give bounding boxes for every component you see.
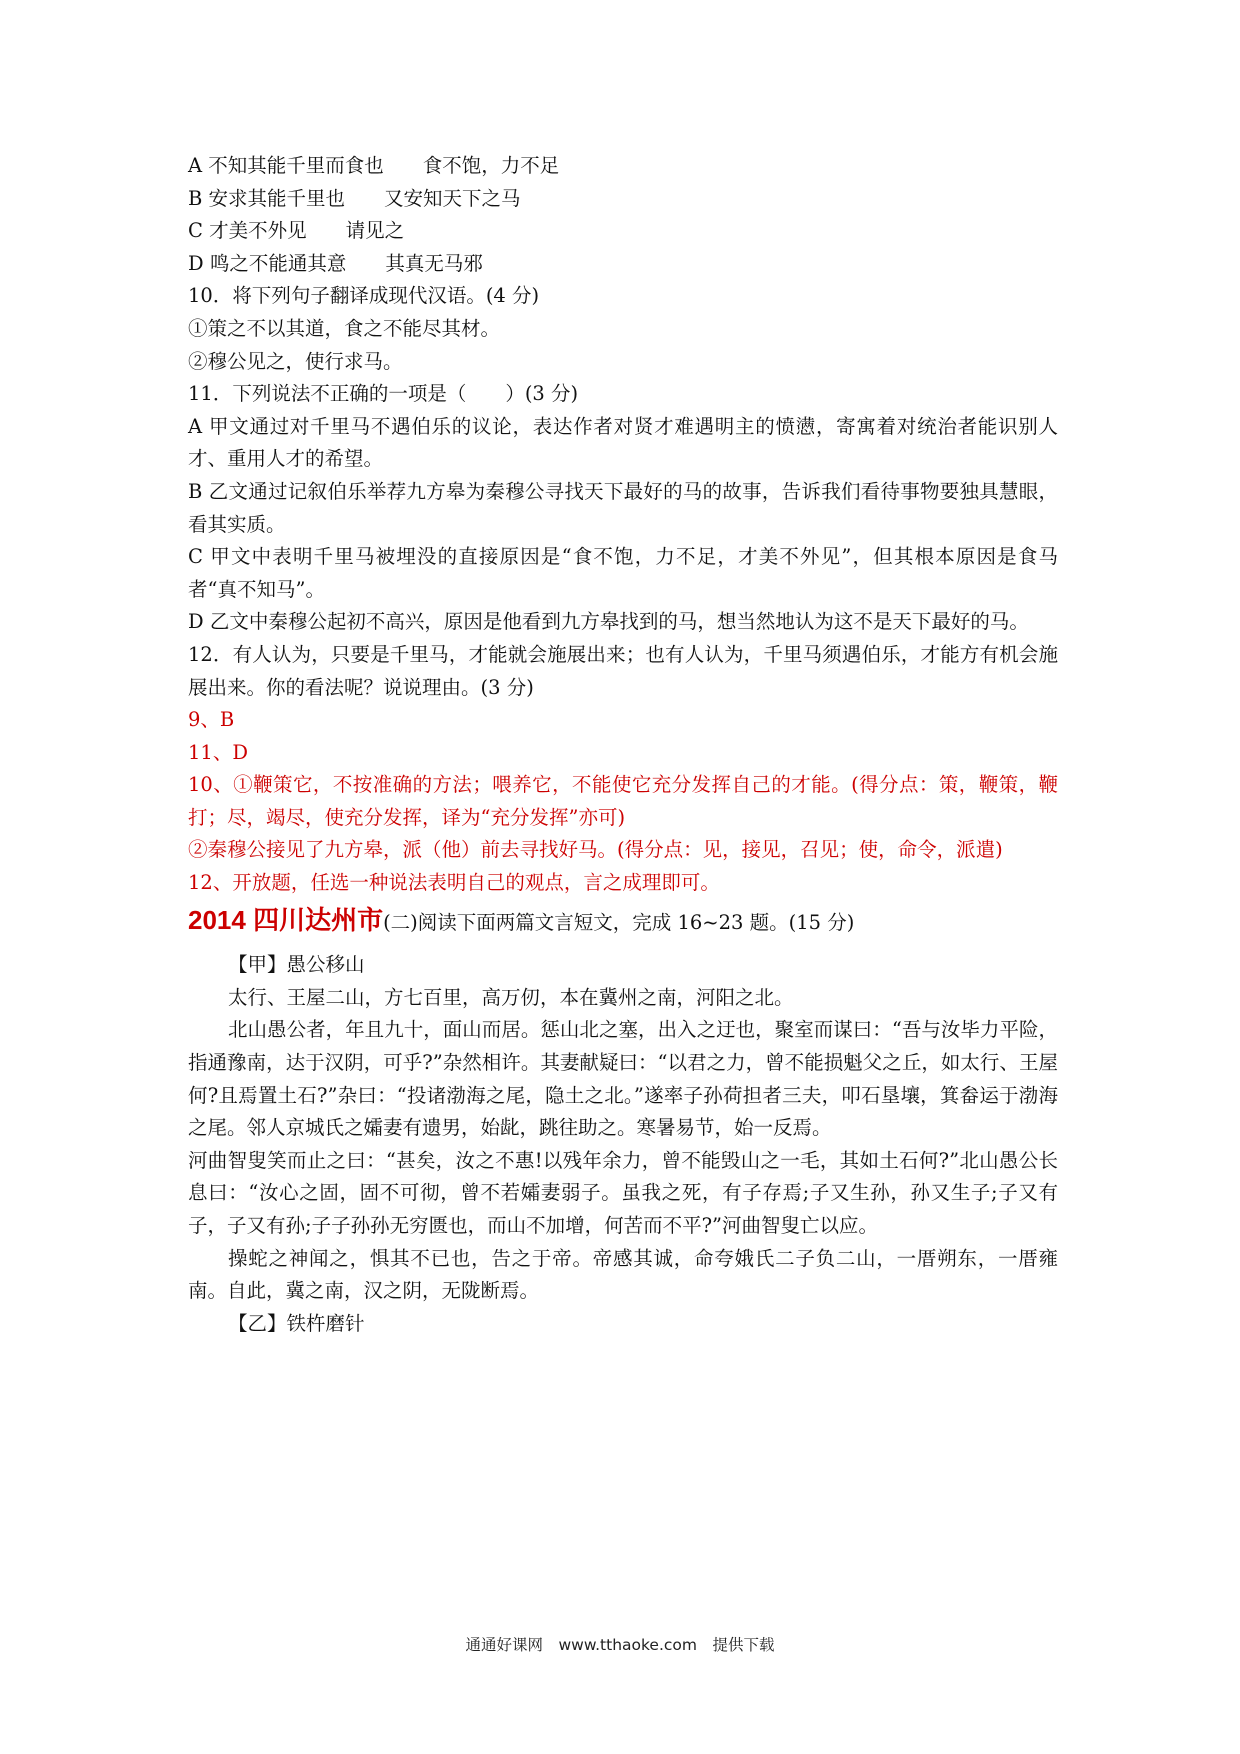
document-body bbox=[188, 150, 1058, 1340]
answer-10-part-2: ②秦穆公接见了九方皋，派（他）前去寻找好马。(得分点：见，接见，召见；使，命令，派遣) bbox=[188, 838, 1003, 862]
section-heading bbox=[188, 904, 1058, 940]
answer-10-part-1: 10、①鞭策它，不按准确的方法；喂养它，不能使它充分发挥自己的才能。(得分点：策，鞭策，鞭打；尽，竭尽，使充分发挥，译为“充分发挥”亦可) bbox=[188, 773, 1058, 829]
question-11-option-b: B 乙文通过记叙伯乐举荐九方皋为秦穆公寻找天下最好的马的故事，告诉我们看待事物要独具慧眼，看其实质。 bbox=[188, 479, 1058, 536]
option-d: D 鸣之不能通其意 其真无马邪 bbox=[188, 251, 483, 275]
question-10-sentence-2: ②穆公见之，使行求马。 bbox=[188, 349, 403, 373]
option-a: A 不知其能千里而食也 食不饱，力不足 bbox=[188, 154, 560, 177]
passage-a-paragraph-4: 操蛇之神闻之，惧其不已也，告之于帝。帝感其诚，命夸娥氏二子负二山，一厝朔东，一厝雍南。自此，冀之南，汉之阴，无陇断焉。 bbox=[188, 1246, 1058, 1303]
answer-9: 9、B bbox=[188, 708, 235, 732]
passage-a-paragraph-2: 北山愚公者，年且九十，面山而居。惩山北之塞，出入之迂也，聚室而谋曰：“吾与汝毕力平险，指通豫南，达于汉阴，可乎?”杂然相许。其妻献疑曰：“以君之力，曾不能损魁父之丘，如太行、王屋何?且焉置土石?”杂曰：“投诸渤海之尾，隐土之北。”遂率子孙荷担者三夫，叩石垦壤，箕畚运于渤海之尾。邻人京城氏之孀妻有遗男，始龀，跳往助之。寒暑易节，始一反焉。 bbox=[188, 1018, 1058, 1140]
page-footer: 通通好课网 www.tthaoke.com 提供下载 bbox=[465, 1636, 775, 1654]
passage-b-title: 【乙】铁杵磨针 bbox=[228, 1311, 365, 1335]
section-instruction: (二)阅读下面两篇文言短文，完成 16~23 题。(15 分) bbox=[383, 910, 855, 934]
answer-11: 11、D bbox=[188, 740, 248, 764]
answer-12: 12、开放题，任选一种说法表明自己的观点，言之成理即可。 bbox=[188, 871, 720, 895]
question-11-option-d: D 乙文中秦穆公起初不高兴，原因是他看到九方皋找到的马，想当然地认为这不是天下最好的马。 bbox=[188, 610, 1029, 634]
question-11-prompt: 11．下列说法不正确的一项是（ ）(3 分) bbox=[188, 382, 579, 406]
passage-a-paragraph-3: 河曲智叟笑而止之曰：“甚矣，汝之不惠!以残年余力，曾不能毁山之一毛，其如土石何?”北山愚公长息曰：“汝心之固，固不可彻，曾不若孀妻弱子。虽我之死，有子存焉;子又生孙，孙又生子;子又有子，子又有孙;子子孙孙无穷匮也，而山不加增，何苦而不平?”河曲智叟亡以应。 bbox=[188, 1148, 1058, 1237]
section-source: 2014 四川达州市 bbox=[188, 904, 384, 935]
option-c: C 才美不外见 请见之 bbox=[188, 219, 405, 243]
passage-a-title: 【甲】愚公移山 bbox=[228, 953, 365, 977]
question-10-prompt: 10．将下列句子翻译成现代汉语。(4 分) bbox=[188, 284, 540, 308]
question-11-option-c: C 甲文中表明千里马被埋没的直接原因是“食不饱，力不足，才美不外见”，但其根本原因是食马者“真不知马”。 bbox=[188, 545, 1058, 601]
passage-a-paragraph-1: 太行、王屋二山，方七百里，高万仞，本在冀州之南，河阳之北。 bbox=[228, 985, 794, 1009]
question-11-option-a: A 甲文通过对千里马不遇伯乐的议论，表达作者对贤才难遇明主的愤懑，寄寓着对统治者能识别人才、重用人才的希望。 bbox=[188, 414, 1058, 471]
option-b: B 安求其能千里也 又安知天下之马 bbox=[188, 186, 521, 210]
question-10-sentence-1: ①策之不以其道，食之不能尽其材。 bbox=[188, 316, 501, 340]
question-12-prompt: 12．有人认为，只要是千里马，才能就会施展出来；也有人认为，千里马须遇伯乐，才能方有机会施展出来。你的看法呢？说说理由。(3 分) bbox=[188, 642, 1058, 699]
